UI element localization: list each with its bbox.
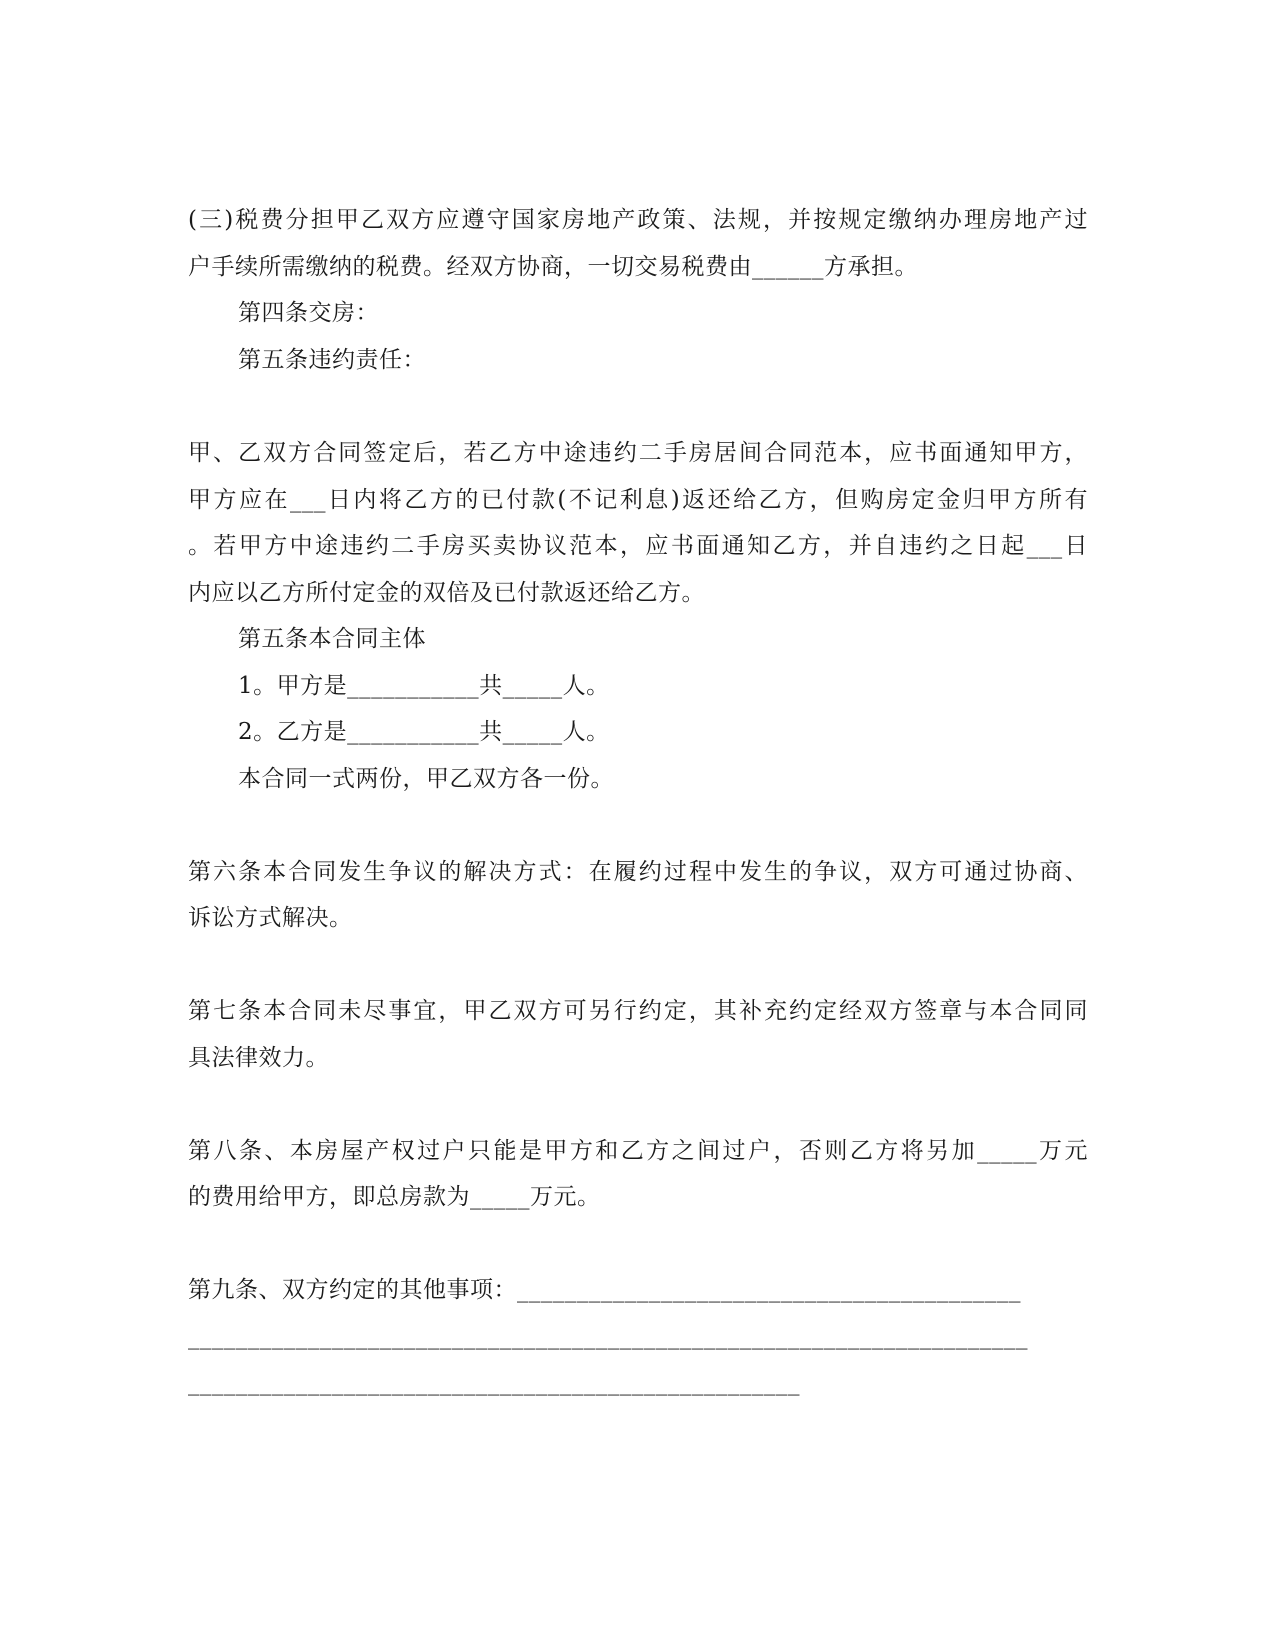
party-b-line: 2。乙方是___________共_____人。: [238, 719, 610, 745]
clause-6-line-1: 第六条本合同发生争议的解决方式：在履约过程中发生的争议，双方可通过协商、: [188, 859, 1088, 885]
tax-clause-line-2: 户手续所需缴纳的税费。经双方协商，一切交易税费由______方承担。: [188, 254, 918, 280]
contract-parties-heading: 第五条本合同主体: [238, 626, 426, 652]
breach-line-4: 内应以乙方所付定金的双倍及已付款返还给乙方。: [188, 580, 705, 606]
clause-7-line-1: 第七条本合同未尽事宜，甲乙双方可另行约定，其补充约定经双方签章与本合同同: [188, 998, 1088, 1024]
clause-6-line-2: 诉讼方式解决。: [188, 905, 353, 931]
breach-line-1: 甲、乙双方合同签定后，若乙方中途违约二手房居间合同范本，应书面通知甲方，: [188, 440, 1088, 466]
clause-8-line-2: 的费用给甲方，即总房款为_____万元。: [188, 1184, 601, 1210]
clause-5-heading: 第五条违约责任：: [238, 347, 426, 373]
clause-8-line-1: 第八条、本房屋产权过户只能是甲方和乙方之间过户，否则乙方将另加_____万元: [188, 1138, 1088, 1164]
breach-line-3: 。若甲方中途违约二手房买卖协议范本，应书面通知乙方，并自违约之日起___日: [188, 533, 1088, 559]
clause-7-line-2: 具法律效力。: [188, 1045, 329, 1071]
clause-9-line-1: 第九条、双方约定的其他事项：__________________________________________: [188, 1277, 1021, 1303]
tax-clause-line-1: (三)税费分担甲乙双方应遵守国家房地产政策、法规，并按规定缴纳办理房地产过: [188, 207, 1088, 233]
clause-9-blank-line-2: ______________________________________________________________________: [188, 1324, 1028, 1350]
party-a-line: 1。甲方是___________共_____人。: [238, 673, 610, 699]
clause-9-blank-line-3: ___________________________________________________: [188, 1370, 800, 1396]
clause-4-heading: 第四条交房：: [238, 300, 379, 326]
breach-line-2: 甲方应在___日内将乙方的已付款(不记利息)返还给乙方，但购房定金归甲方所有: [188, 487, 1088, 513]
copies-line: 本合同一式两份，甲乙双方各一份。: [238, 766, 614, 792]
